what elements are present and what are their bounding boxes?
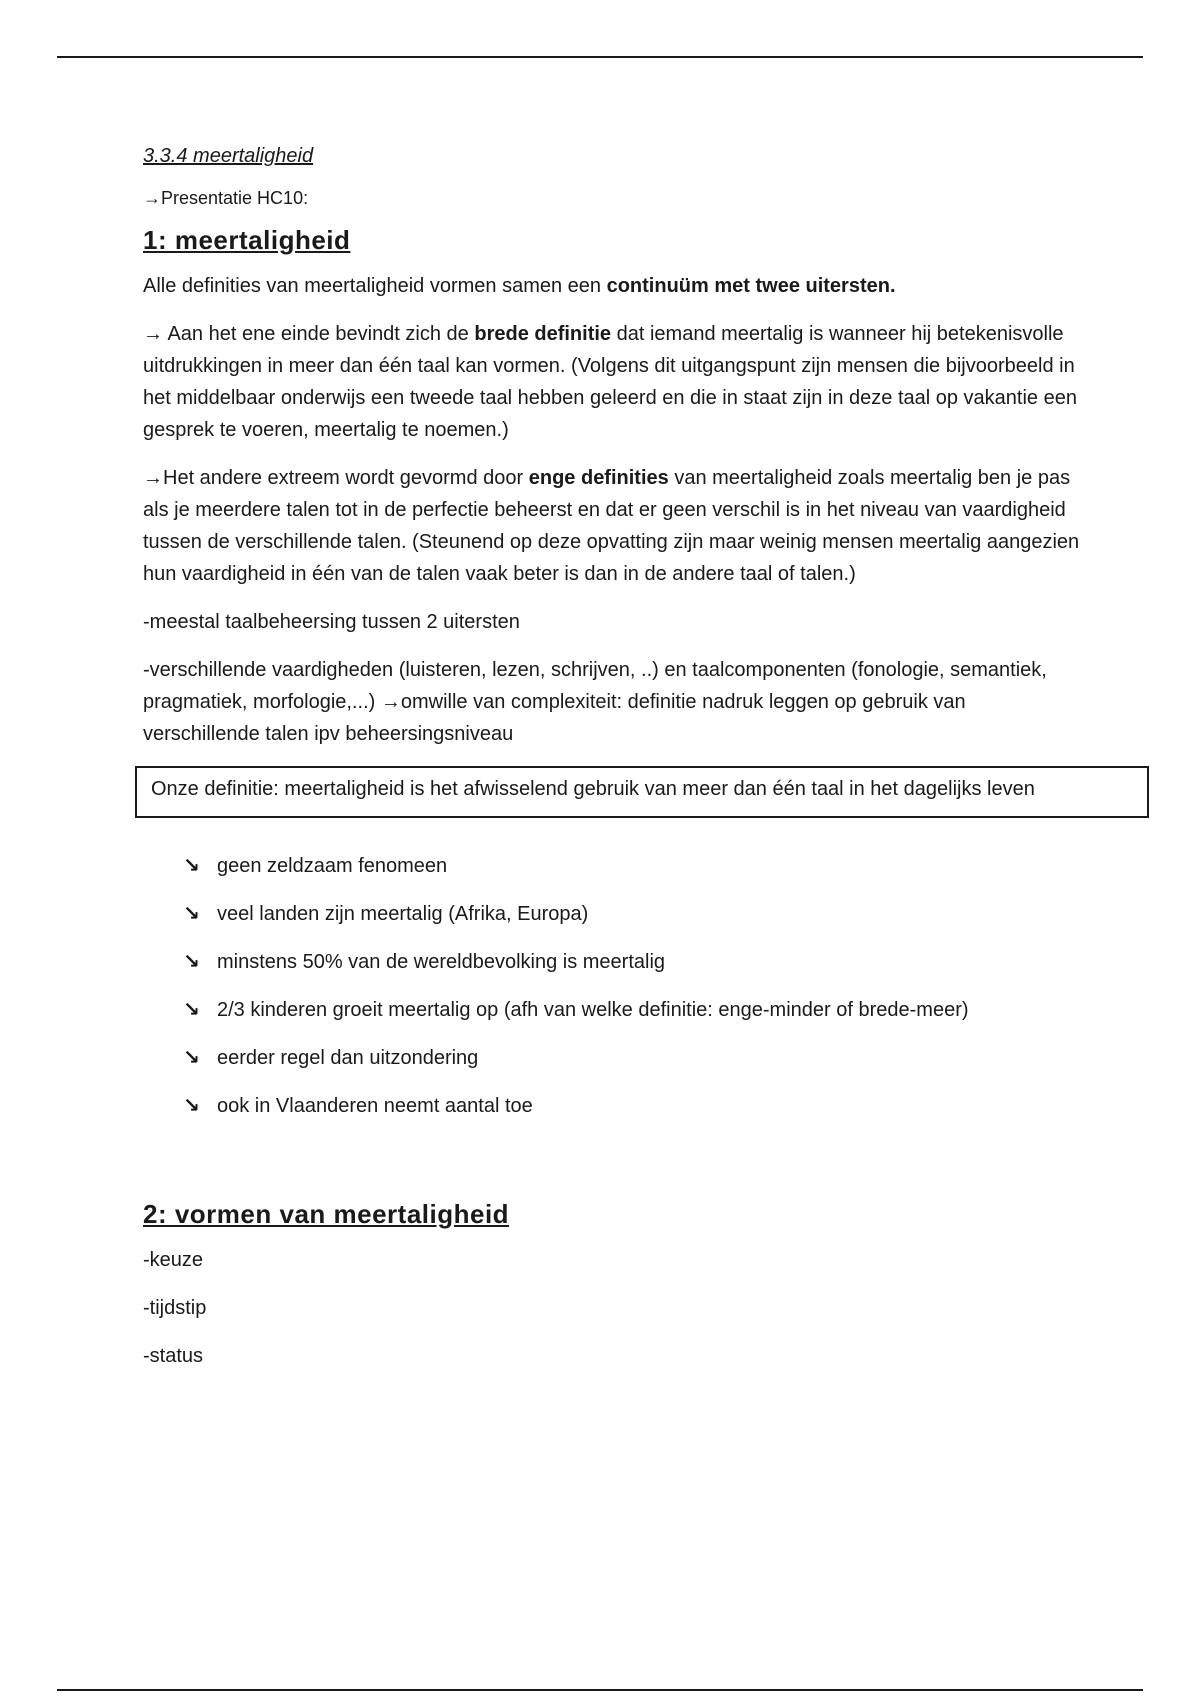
list-item-text: geen zeldzaam fenomeen [217, 855, 448, 877]
list-item [183, 946, 1017, 978]
header-rule [57, 56, 1143, 58]
brede-text-after: dat iemand meertalig is wanneer hij betekenisvolle uitdrukkingen in meer dan één taal kan vormen. (Volgens dit uitgangspunt zijn mensen die bijvoorbeeld in het middelbaar onderwijs een tweede taal hebben geleerd en die in staat zijn in deze taal op vakantie een gesprek te voeren, meertalig te noemen.) [143, 323, 1077, 441]
section-reference: 3.3.4 meertaligheid [143, 145, 314, 167]
arrow-bullet-icon: ↘ [183, 1047, 200, 1069]
intro-paragraph [143, 270, 1083, 302]
enge-definities-paragraph [143, 462, 1083, 590]
facts-list [143, 850, 1083, 1122]
list-item [183, 898, 1017, 930]
intro-bold: continuüm met twee uitersten. [606, 275, 896, 297]
intro-text: Alle definities van meertaligheid vormen samen een [143, 275, 607, 297]
list-item-text: ook in Vlaanderen neemt aantal toe [217, 1095, 533, 1117]
list-item-text: eerder regel dan uitzondering [217, 1047, 479, 1069]
heading-meertaligheid: 1: meertaligheid [143, 225, 351, 255]
brede-bold: brede definitie [474, 323, 612, 345]
arrow-bullet-icon: ↘ [183, 951, 200, 973]
enge-bold: enge definities [528, 467, 669, 489]
note-vaardigheden: -verschillende vaardigheden (luisteren, lezen, schrijven, ..) en taalcomponenten (fonologie, semantiek, pragmatiek, morfologie,...) →omwille van complexiteit: definitie nadruk leggen op gebruik van verschillende talen ipv beheersingsniveau [143, 659, 1047, 745]
heading-vormen-van-meertaligheid: 2: vormen van meertaligheid [143, 1199, 510, 1229]
list-item-text: veel landen zijn meertalig (Afrika, Europa) [217, 903, 589, 925]
enge-text-after: van meertaligheid zoals meertalig ben je pas als je meerdere talen tot in de perfectie beheerst en dat er geen verschil is in het niveau van vaardigheid tussen de verschillende talen. (Steunend op deze opvatting zijn maar weinig mensen meertalig aangezien hun vaardigheid in één van de talen vaak beter is dan in de andere taal of talen.) [143, 467, 1080, 585]
list-item-text: 2/3 kinderen groeit meertalig op (afh van welke definitie: enge-minder of brede-meer) [217, 999, 969, 1021]
list-item [183, 994, 1017, 1026]
document-body [143, 140, 1083, 1388]
arrow-bullet-icon: ↘ [183, 999, 200, 1021]
brede-text-before: → Aan het ene einde bevindt zich de [143, 323, 475, 345]
brede-definitie-paragraph [143, 318, 1083, 446]
note-uitersten: -meestal taalbeheersing tussen 2 uitersten [143, 611, 520, 633]
list-item-text: minstens 50% van de wereldbevolking is meertalig [217, 951, 666, 973]
enge-text-before: →Het andere extreem wordt gevormd door [143, 467, 529, 489]
form-item-status: -status [143, 1345, 204, 1367]
arrow-bullet-icon: ↘ [183, 1095, 200, 1117]
form-item-tijdstip: -tijdstip [143, 1297, 207, 1319]
definition-box: Onze definitie: meertaligheid is het afwisselend gebruik van meer dan één taal in het dagelijks leven [135, 766, 1149, 818]
list-item [183, 1090, 1017, 1122]
list-item [183, 850, 1017, 882]
list-item [183, 1042, 1017, 1074]
form-item-keuze: -keuze [143, 1249, 204, 1271]
footer-rule [57, 1689, 1143, 1691]
arrow-bullet-icon: ↘ [183, 903, 200, 925]
arrow-bullet-icon: ↘ [183, 855, 200, 877]
presentation-line: →Presentatie HC10: [143, 188, 309, 208]
